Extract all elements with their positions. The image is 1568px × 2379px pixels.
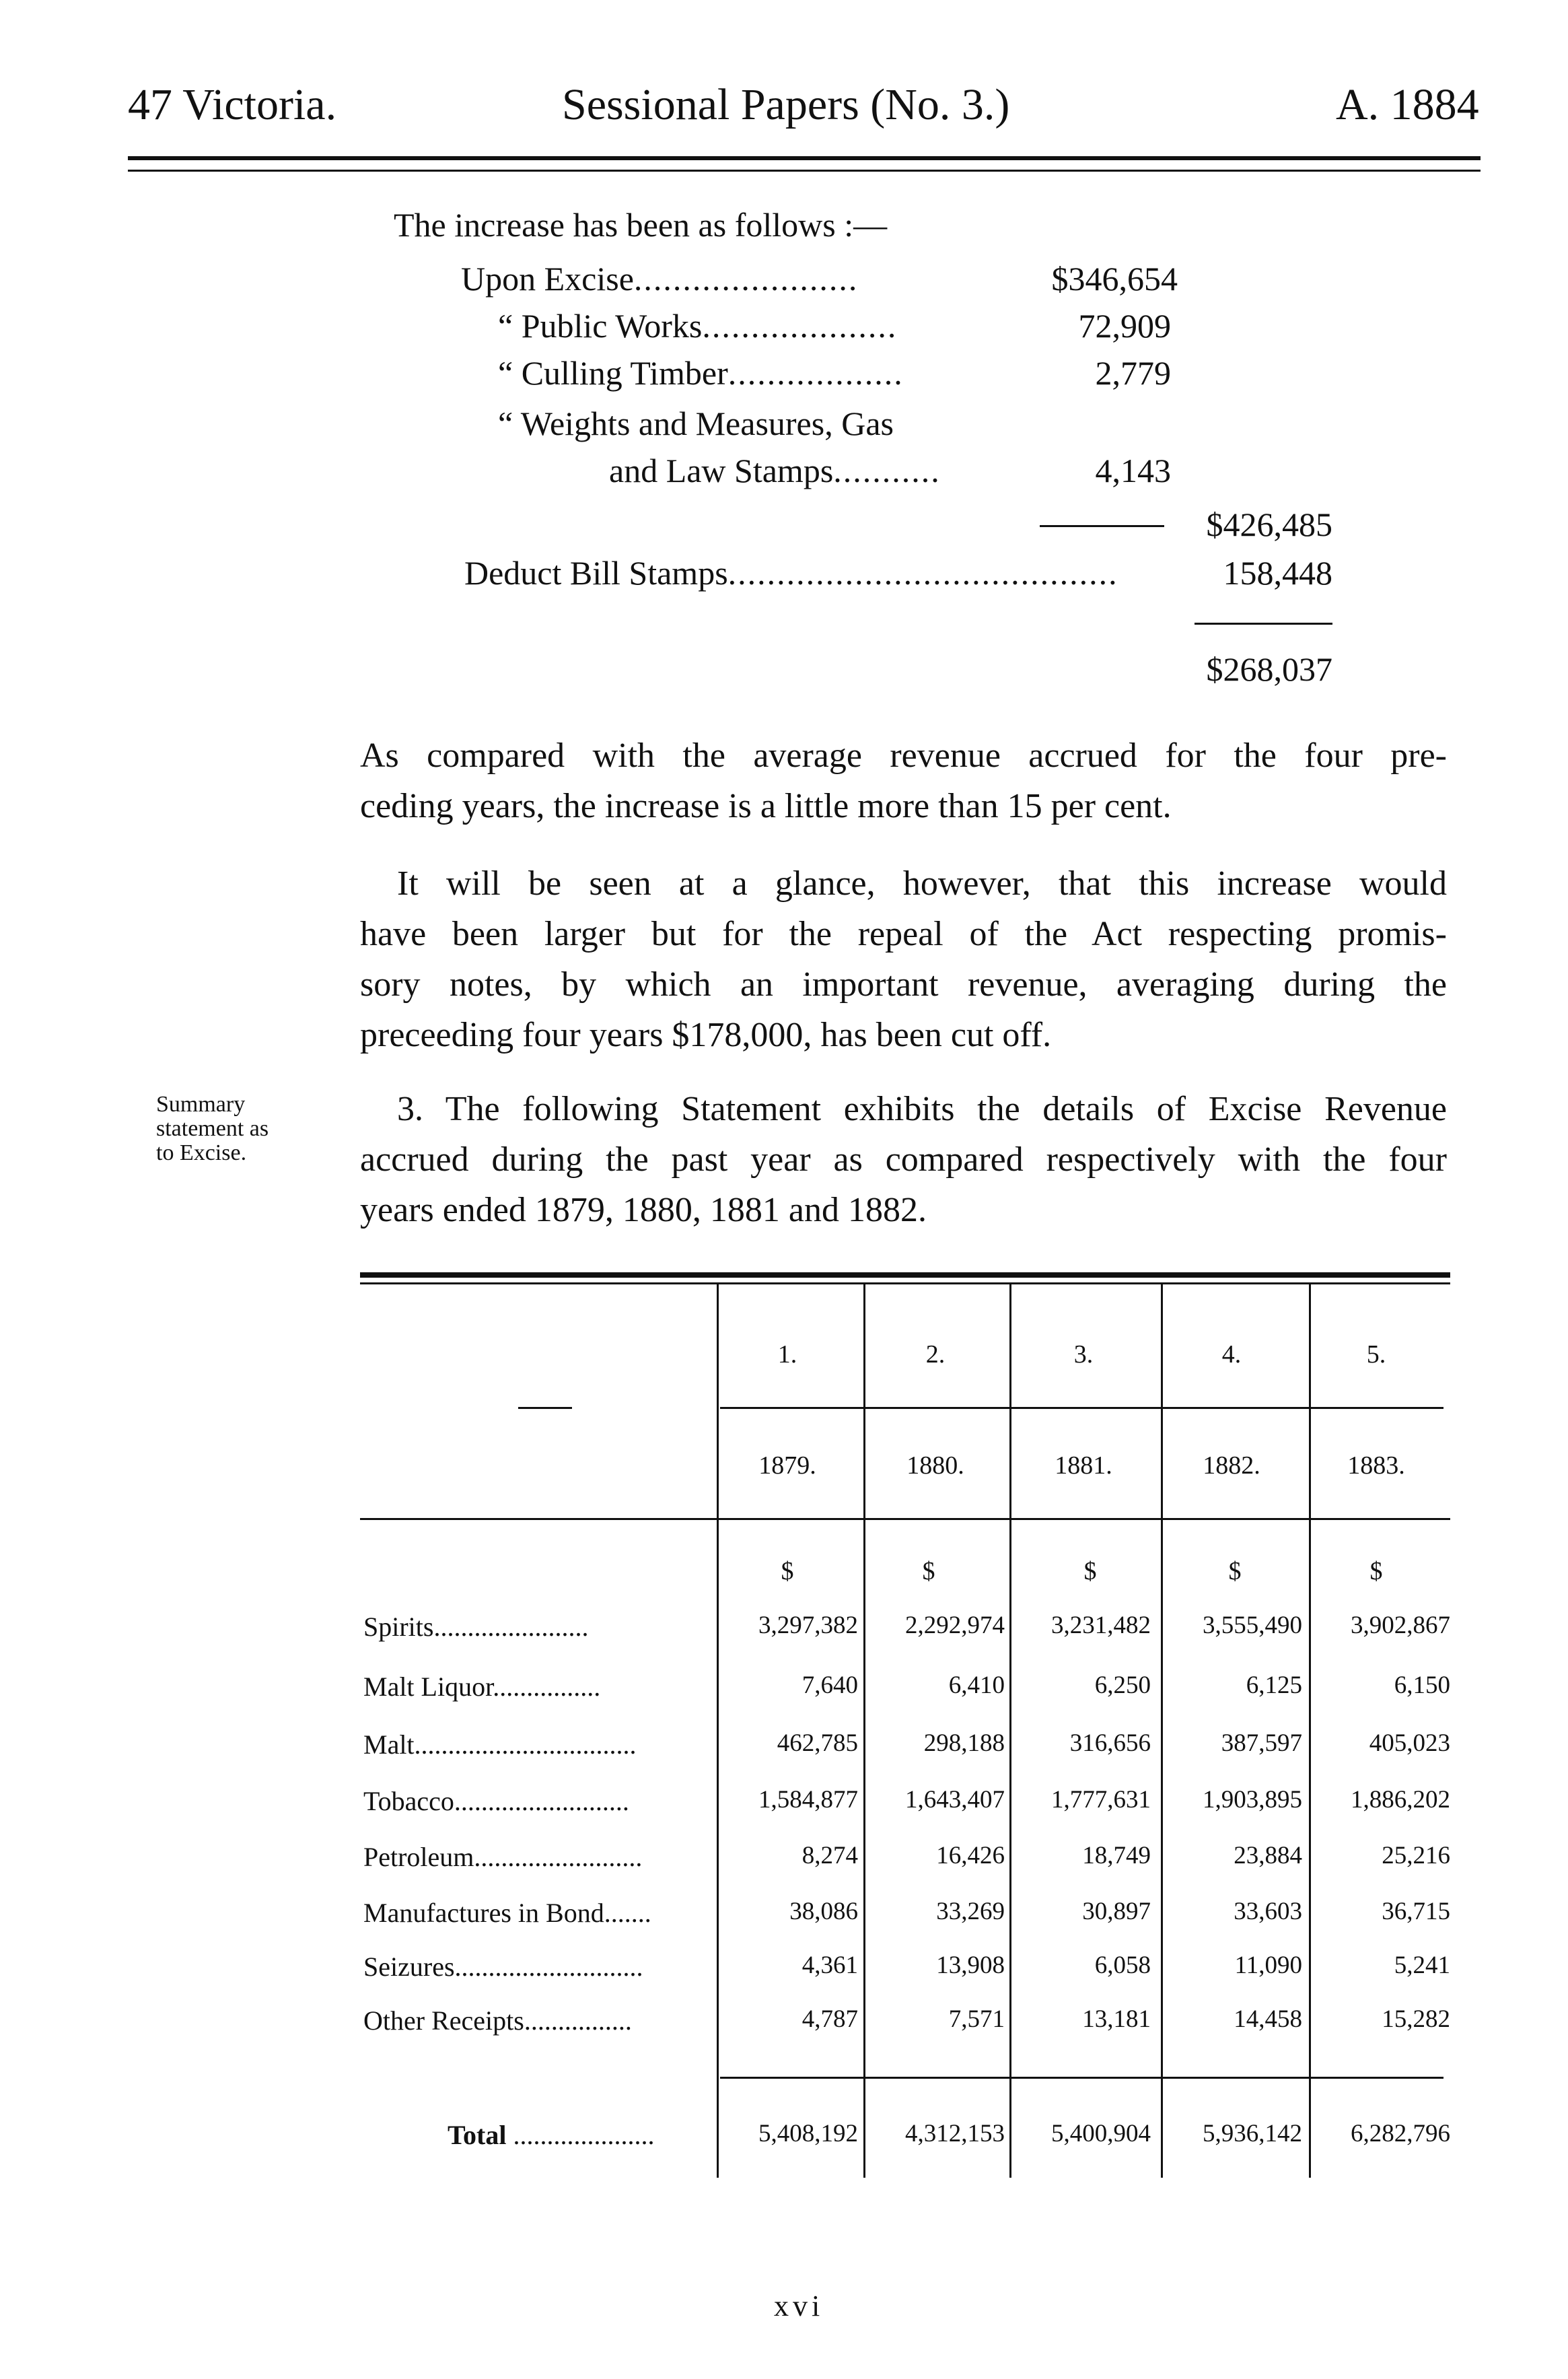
column-rule <box>1009 1282 1011 2178</box>
table-cell: 298,188 <box>923 1729 1005 1757</box>
table-cell: 316,656 <box>1069 1729 1151 1757</box>
table-cell: 462,785 <box>777 1729 858 1757</box>
table-cell: 387,597 <box>1221 1729 1302 1757</box>
header-rule <box>128 156 1481 160</box>
table-cell: 4,787 <box>801 2005 858 2033</box>
column-rule <box>1309 1282 1311 2178</box>
margin-note: Summary statement as to Excise. <box>156 1092 269 1165</box>
increase-label: and Law Stamps........... <box>609 452 941 489</box>
running-header-right: A. 1884 <box>1336 80 1479 129</box>
page-number: xvi <box>774 2289 824 2322</box>
running-header-left: 47 Victoria. <box>128 80 337 129</box>
table-cell: 7,571 <box>948 2005 1005 2033</box>
table-cell: 3,297,382 <box>758 1612 858 1639</box>
paragraph-repeal: It will be seen at a glance, however, that this increase would have been larger but for the repeal of the Act respecting promis- sory notes, by which an important revenue, averaging during the preceeding four years $178,000, has been cut off. <box>360 864 1447 1054</box>
total-label: Total ..................... <box>448 2120 655 2150</box>
table-cell: 5,241 <box>1394 1952 1450 1979</box>
table-cell: 30,897 <box>1082 1898 1151 1925</box>
sum-rule <box>1040 525 1164 527</box>
column-year: 1879. <box>758 1451 816 1480</box>
total-rule <box>1195 623 1332 625</box>
table-cell: 405,023 <box>1369 1729 1450 1757</box>
table-cell: 7,640 <box>801 1671 858 1699</box>
column-rule <box>1161 1282 1163 2178</box>
increase-value: 72,909 <box>1078 307 1171 345</box>
table-cell: 16,426 <box>936 1842 1005 1869</box>
table-cell: 6,250 <box>1094 1671 1151 1699</box>
table-cell: 3,555,490 <box>1203 1612 1302 1639</box>
column-number: 5. <box>1366 1340 1386 1369</box>
table-cell: 1,643,407 <box>905 1786 1005 1814</box>
table-cell: 33,269 <box>936 1898 1005 1925</box>
column-number: 4. <box>1221 1340 1242 1369</box>
table-cell: 14,458 <box>1234 2005 1302 2033</box>
row-label: Petroleum......................... <box>363 1842 643 1872</box>
increase-total: $268,037 <box>1206 650 1332 688</box>
stub-dash <box>518 1407 572 1409</box>
increase-label: Upon Excise....................... <box>461 260 859 298</box>
table-cell: 6,058 <box>1094 1952 1151 1979</box>
paragraph-statement: 3. The following Statement exhibits the details of Excise Revenue accrued during the past year as compared respectively with the four years ended 1879, 1880, 1881 and 1882. <box>360 1090 1447 1229</box>
increase-value: $346,654 <box>1051 260 1178 298</box>
row-label: Malt Liquor................ <box>363 1671 601 1702</box>
paragraph-average: As compared with the average revenue accrued for the four pre- ceding years, the increase is a little more than 15 per cent. <box>360 736 1447 825</box>
deduct-value: 158,448 <box>1223 554 1332 592</box>
table-cell: 2,292,974 <box>905 1612 1005 1639</box>
total-cell: 5,936,142 <box>1203 2120 1302 2147</box>
table-cell: 36,715 <box>1382 1898 1450 1925</box>
increase-label: “ Public Works.................... <box>498 307 898 345</box>
table-cell: 1,903,895 <box>1203 1786 1302 1814</box>
column-year: 1882. <box>1203 1451 1260 1480</box>
table-cell: 18,749 <box>1082 1842 1151 1869</box>
table-cell: 13,181 <box>1082 2005 1151 2033</box>
increase-value: 4,143 <box>1095 452 1171 489</box>
table-cell: 6,150 <box>1394 1671 1450 1699</box>
column-year: 1880. <box>906 1451 964 1480</box>
table-cell: 3,902,867 <box>1351 1612 1450 1639</box>
row-label: Other Receipts................ <box>363 2005 632 2036</box>
row-label: Seizures............................ <box>363 1952 643 1982</box>
increase-subtotal: $426,485 <box>1206 506 1332 543</box>
total-cell: 5,400,904 <box>1051 2120 1151 2147</box>
table-cell: 38,086 <box>789 1898 858 1925</box>
table-top-rule <box>360 1272 1450 1278</box>
header-rule-thin <box>128 170 1481 172</box>
table-cell: 15,282 <box>1382 2005 1450 2033</box>
header-divider <box>720 1407 1444 1409</box>
column-number: 2. <box>925 1340 946 1369</box>
row-label: Spirits....................... <box>363 1612 589 1642</box>
currency-symbol: $ <box>1228 1557 1242 1585</box>
total-cell: 6,282,796 <box>1351 2120 1450 2147</box>
row-label: Tobacco.......................... <box>363 1786 629 1816</box>
table-top-rule-thin <box>360 1282 1450 1284</box>
column-rule <box>717 1282 719 2178</box>
table-cell: 11,090 <box>1234 1952 1302 1979</box>
currency-symbol: $ <box>922 1557 935 1585</box>
table-cell: 1,886,202 <box>1351 1786 1450 1814</box>
total-cell: 5,408,192 <box>758 2120 858 2147</box>
increase-value: 2,779 <box>1095 354 1171 392</box>
row-label: Manufactures in Bond....... <box>363 1898 651 1928</box>
table-cell: 1,777,631 <box>1051 1786 1151 1814</box>
table-cell: 4,361 <box>801 1952 858 1979</box>
column-year: 1881. <box>1055 1451 1112 1480</box>
currency-symbol: $ <box>1369 1557 1383 1585</box>
increase-label: “ Weights and Measures, Gas <box>498 405 894 442</box>
total-rule <box>720 2077 1444 2079</box>
table-cell: 6,410 <box>948 1671 1005 1699</box>
running-header-title: Sessional Papers (No. 3.) <box>562 80 1010 129</box>
table-cell: 33,603 <box>1234 1898 1302 1925</box>
table-cell: 3,231,482 <box>1051 1612 1151 1639</box>
increase-label: “ Culling Timber.................. <box>498 354 904 392</box>
increase-intro: The increase has been as follows :— <box>394 206 888 244</box>
table-cell: 23,884 <box>1234 1842 1302 1869</box>
column-number: 1. <box>777 1340 797 1369</box>
total-cell: 4,312,153 <box>905 2120 1005 2147</box>
table-cell: 8,274 <box>801 1842 858 1869</box>
table-cell: 13,908 <box>936 1952 1005 1979</box>
table-cell: 25,216 <box>1382 1842 1450 1869</box>
deduct-label: Deduct Bill Stamps........................................ <box>464 554 1118 592</box>
currency-symbol: $ <box>1083 1557 1097 1585</box>
column-year: 1883. <box>1347 1451 1405 1480</box>
header-bottom-rule <box>360 1518 1450 1520</box>
table-cell: 1,584,877 <box>758 1786 858 1814</box>
currency-symbol: $ <box>781 1557 794 1585</box>
column-number: 3. <box>1073 1340 1094 1369</box>
row-label: Malt................................. <box>363 1729 637 1760</box>
table-cell: 6,125 <box>1246 1671 1302 1699</box>
column-rule <box>863 1282 865 2178</box>
